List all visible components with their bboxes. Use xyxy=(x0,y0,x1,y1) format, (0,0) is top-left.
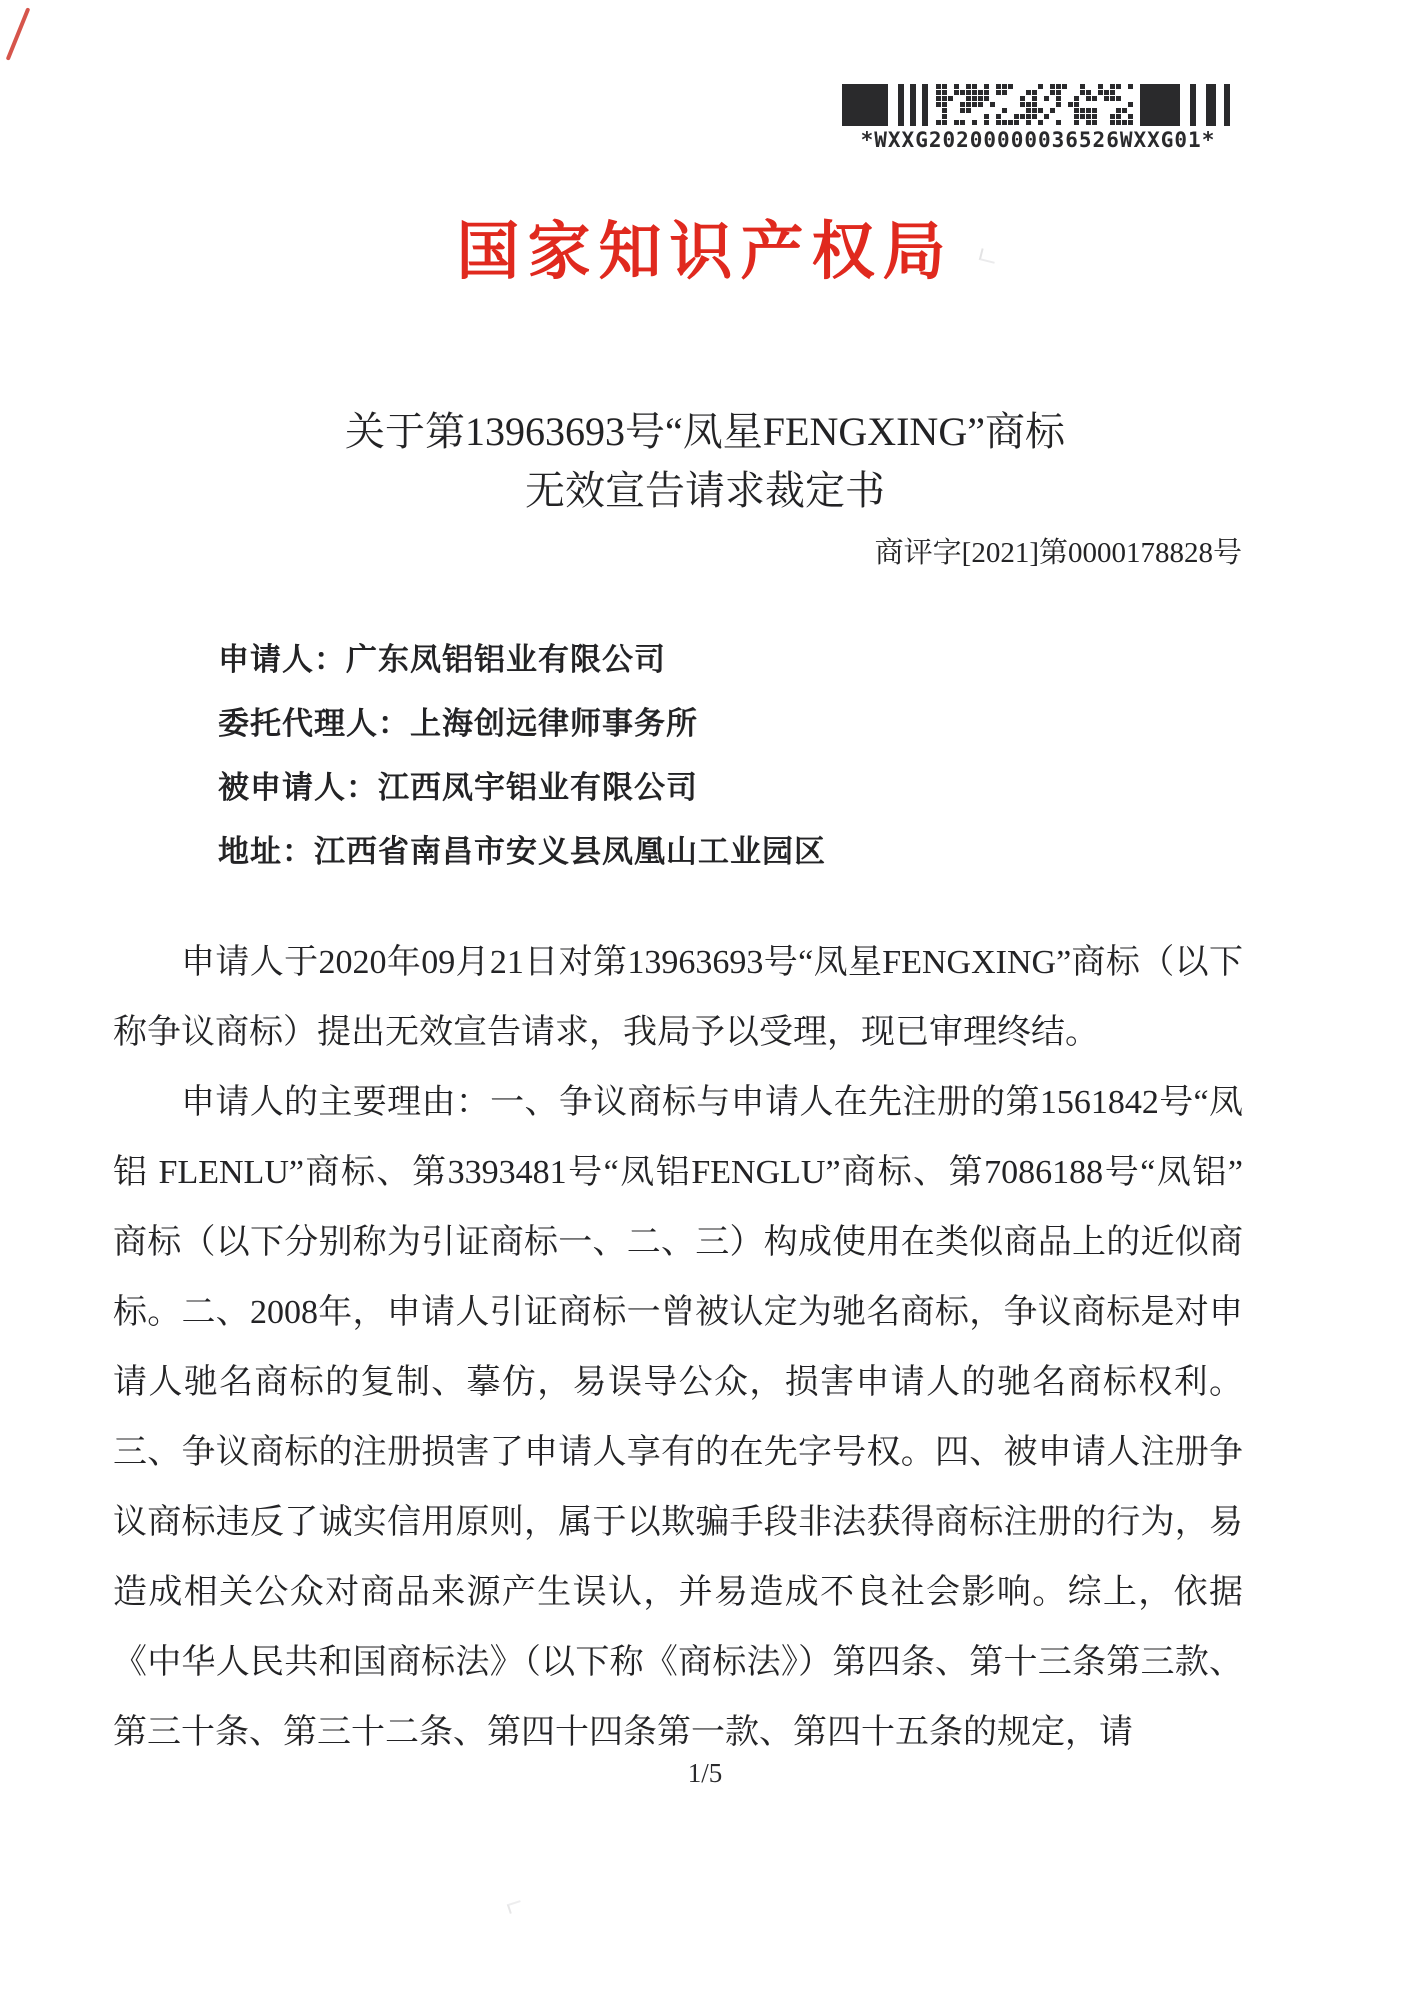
body-paragraph: 申请人于2020年09月21日对第13963693号“凤星FENGXING”商标（以下称争议商标）提出无效宣告请求，我局予以受理，现已审理终结。 xyxy=(113,944,1243,1051)
body-paragraph: 申请人的主要理由：一、争议商标与申请人在先注册的第1561842号“凤铝 FLENLU”商标、第3393481号“凤铝FENGLU”商标、第7086188号“凤铝”商标（以下分别称为引证商标一、二、三）构成使用在类似商品上的近似商标。二、2008年，申请人引证商标一曾被认定为驰名商标，争议商标是对申请人驰名商标的复制、摹仿，易误导公众，损害申请人的驰名商标权利。三、争议商标的注册损害了申请人享有的在先字号权。四、被申请人注册争议商标违反了诚实信用原则，属于以欺骗手段非法获得商标注册的行为，易造成相关公众对商品来源产生误认，并易造成不良社会影响。综上，依据《中华人民共和国商标法》（以下称《商标法》）第四条、第十三条第三款、第三十条、第三十二条、第四十四条第一款、第四十五条的规定，请 xyxy=(113,1084,1243,1751)
body-text xyxy=(113,928,1243,1768)
reference-number: 商评字[2021]第0000178828号 xyxy=(874,537,1242,569)
document-title-line2: 无效宣告请求裁定书 xyxy=(525,468,885,513)
barcode-2d-icon xyxy=(842,84,1234,126)
party-line-address: 地址：江西省南昌市安义县凤凰山工业园区 xyxy=(218,834,826,869)
document-title xyxy=(0,402,1410,520)
document-title-line1: 关于第13963693号“凤星FENGXING”商标 xyxy=(345,409,1065,454)
barcode-text: *WXXG20200000036526WXXG01* xyxy=(860,128,1216,152)
party-line-respondent: 被申请人：江西凤宇铝业有限公司 xyxy=(218,770,698,805)
red-corner-scan-mark xyxy=(6,7,31,60)
party-line-applicant: 申请人：广东凤铝铝业有限公司 xyxy=(218,642,666,677)
party-line-agent: 委托代理人：上海创远律师事务所 xyxy=(218,706,698,741)
scan-speck xyxy=(507,1900,523,1914)
barcode-block xyxy=(842,84,1234,152)
page-number: 1/5 xyxy=(687,1758,723,1788)
parties-block xyxy=(218,628,826,884)
agency-title: 国家知识产权局 xyxy=(456,217,954,287)
